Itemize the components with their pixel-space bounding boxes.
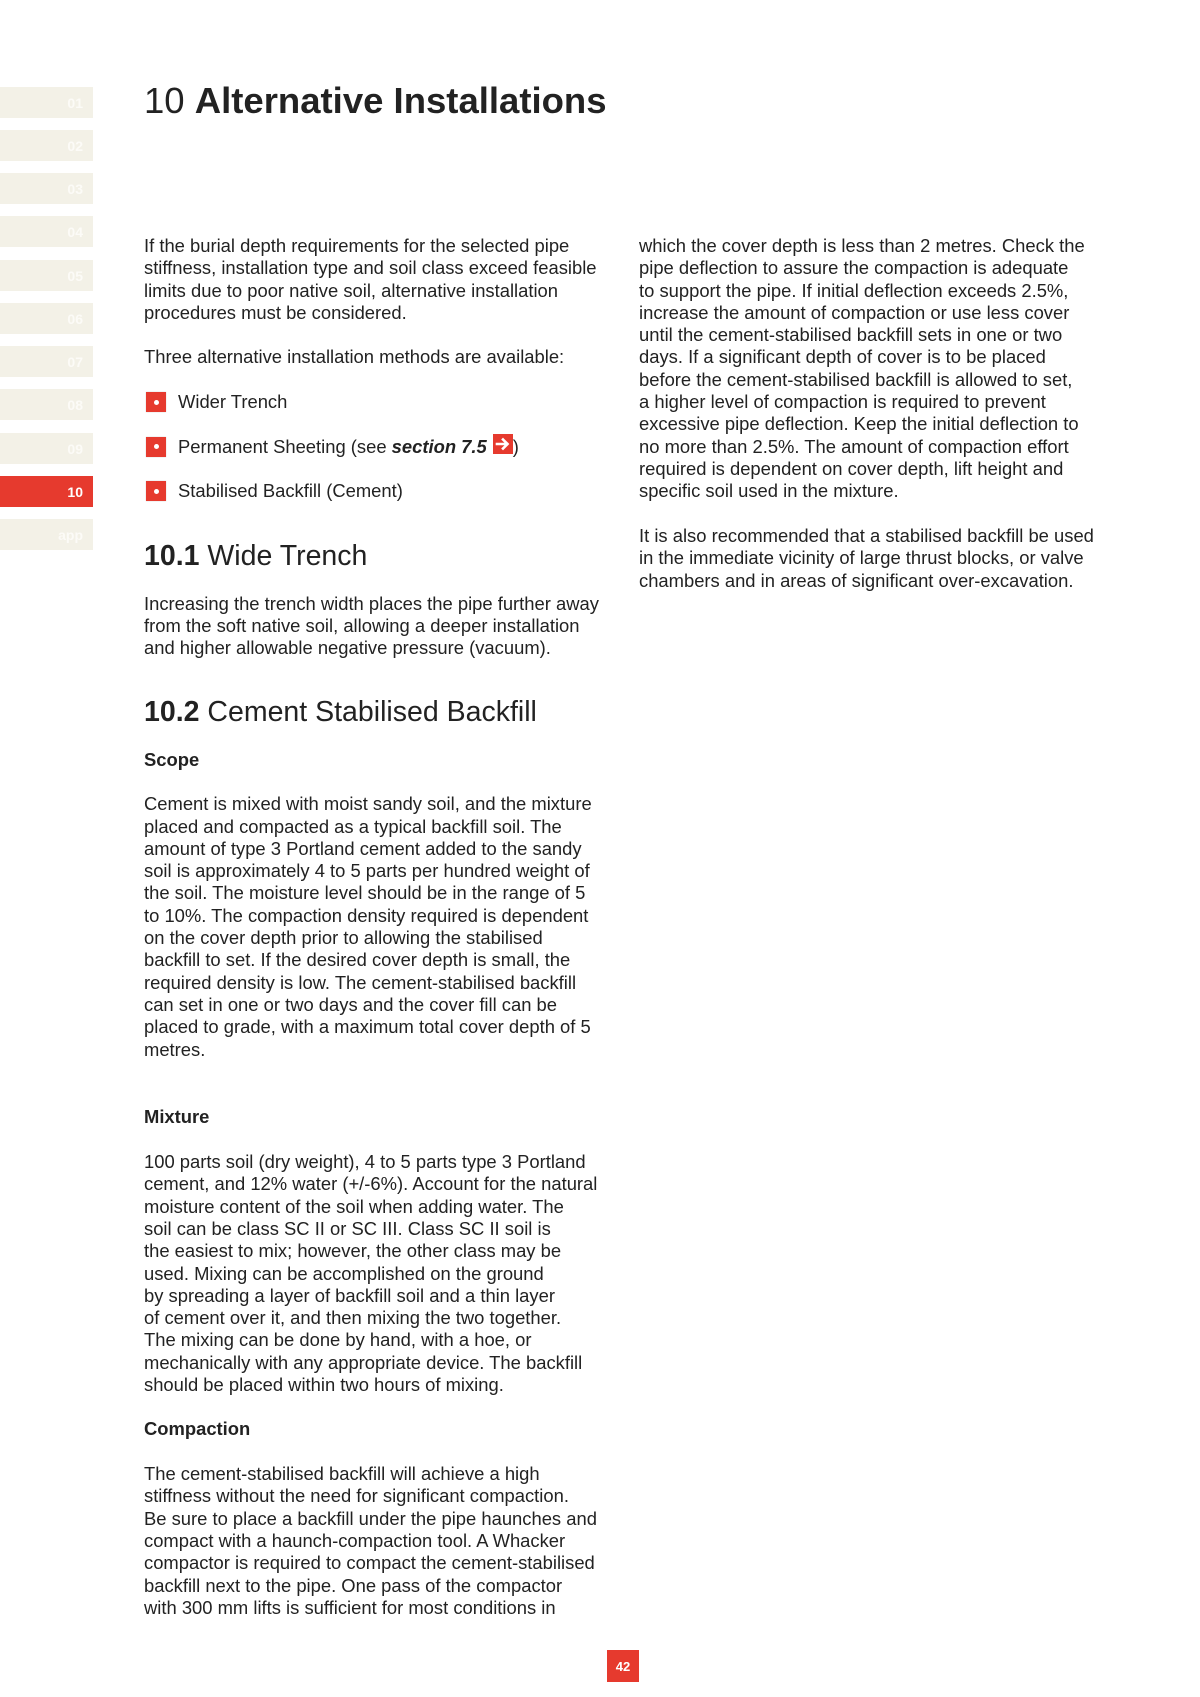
section-heading-10-1 bbox=[144, 539, 367, 573]
methods-lead-paragraph: Three alternative installation methods are available: bbox=[144, 346, 565, 367]
mixture-paragraph: 100 parts soil (dry weight), 4 to 5 parts type 3 Portland cement, and 12% water (+/-6%). Account for the natural moisture content of the soil when adding water. The soil can be class SC II or SC III. Class SC II soil is the easiest to mix; however, the other class may be used. Mixing can be accomplished on the ground by spreading a layer of backfill soil and a thin layer of cement over it, and then mixing the two together. The mixing can be done by hand, with a hoe, or mechanically with any appropriate device. The backfill should be placed within two hours of mixing. bbox=[144, 1151, 598, 1396]
chapter-tab-04[interactable] bbox=[0, 216, 93, 247]
compaction-paragraph: The cement-stabilised backfill will achieve a high stiffness without the need for significant compaction. Be sure to place a backfill under the pipe haunches and compact with a haunch-compaction tool. A Whacker compactor is required to compact the cement-stabilised backfill next to the pipe. One pass of the compactor with 300 mm lifts is sufficient for most conditions in bbox=[144, 1463, 597, 1618]
mixture-heading: Mixture bbox=[144, 1106, 210, 1128]
chapter-tab-label: 03 bbox=[67, 180, 83, 197]
chapter-tab-01[interactable] bbox=[0, 87, 93, 118]
method-list-item bbox=[146, 436, 519, 458]
chapter-tab-09[interactable] bbox=[0, 433, 93, 464]
chapter-tab-label: 09 bbox=[67, 440, 83, 457]
recommendation-paragraph: It is also recommended that a stabilised backfill be used in the immediate vicinity of large thrust blocks, or valve chambers and in areas of significant over-excavation. bbox=[639, 525, 1094, 591]
chapter-tab-label: 04 bbox=[67, 223, 83, 240]
chapter-tab-10[interactable] bbox=[0, 476, 93, 507]
section-number: 10.1 bbox=[144, 540, 200, 572]
chapter-tab-label: app bbox=[58, 526, 83, 543]
page-number: 42 bbox=[607, 1650, 639, 1682]
chapter-number: 10 bbox=[144, 80, 185, 121]
bullet-square-icon bbox=[146, 392, 166, 412]
scope-heading: Scope bbox=[144, 748, 200, 770]
chapter-tab-label: 01 bbox=[67, 94, 83, 111]
chapter-tab-07[interactable] bbox=[0, 346, 93, 377]
scope-paragraph: Cement is mixed with moist sandy soil, and the mixture placed and compacted as a typical backfill soil. The amount of type 3 Portland cement added to the sandy soil is approximately 4 to 5 parts per hundred weight of the soil. The moisture level should be in the range of 5 to 10%. The compaction density required is dependent on the cover depth prior to allowing the stabilised backfill to set. If the desired cover depth is small, the required density is low. The cement-stabilised backfill can set in one or two days and the cover fill can be placed to grade, with a maximum total cover depth of 5 metres. bbox=[144, 793, 592, 1060]
chapter-tab-label: 07 bbox=[67, 353, 83, 370]
chapter-tab-08[interactable] bbox=[0, 389, 93, 420]
arrow-right-icon bbox=[493, 434, 513, 454]
chapter-tab-app[interactable] bbox=[0, 519, 93, 550]
section-heading-10-2 bbox=[144, 695, 537, 729]
method-label bbox=[178, 436, 519, 458]
chapter-tab-label: 06 bbox=[67, 310, 83, 327]
compaction-heading: Compaction bbox=[144, 1418, 251, 1440]
chapter-tab-label: 10 bbox=[67, 483, 83, 500]
page-title bbox=[144, 80, 607, 121]
bullet-square-icon bbox=[146, 481, 166, 501]
method-label: Wider Trench bbox=[178, 391, 288, 412]
method-list-item bbox=[146, 391, 287, 413]
chapter-title: Alternative Installations bbox=[194, 80, 607, 121]
section-number: 10.2 bbox=[144, 696, 200, 728]
chapter-tab-02[interactable] bbox=[0, 130, 93, 161]
method-label-text: Permanent Sheeting (see bbox=[178, 435, 392, 457]
wide-trench-paragraph: Increasing the trench width places the pipe further away from the soft native soil, allowing a deeper installation and higher allowable negative pressure (vacuum). bbox=[144, 592, 599, 659]
section-7-5-link[interactable] bbox=[392, 436, 513, 458]
method-label: Stabilised Backfill (Cement) bbox=[178, 480, 403, 501]
intro-paragraph: If the burial depth requirements for the selected pipe stiffness, installation type and soil class exceed feasible limits due to poor native soil, alternative installation procedures must be considered. bbox=[144, 235, 597, 323]
method-list-item bbox=[146, 480, 403, 502]
chapter-tab-label: 02 bbox=[67, 137, 83, 154]
section-title: Wide Trench bbox=[207, 540, 368, 572]
chapter-tab-label: 05 bbox=[67, 267, 83, 284]
compaction-continued-paragraph: which the cover depth is less than 2 metres. Check the pipe deflection to assure the compaction is adequate to support the pipe. If initial deflection exceeds 2.5%, increase the amount of compaction or use less cover until the cement-stabilised backfill sets in one or two days. If a significant depth of cover is to be placed before the cement-stabilised backfill is allowed to set, a higher level of compaction is required to prevent excessive pipe deflection. Keep the initial deflection to no more than 2.5%. The amount of compaction effort required is dependent on cover depth, lift height and specific soil used in the mixture. bbox=[639, 235, 1085, 502]
section-title: Cement Stabilised Backfill bbox=[207, 696, 537, 728]
bullet-square-icon bbox=[146, 437, 166, 457]
chapter-tab-05[interactable] bbox=[0, 260, 93, 291]
cross-reference-text: section 7.5 bbox=[391, 435, 487, 457]
chapter-tab-06[interactable] bbox=[0, 303, 93, 334]
chapter-tab-03[interactable] bbox=[0, 173, 93, 204]
chapter-tab-label: 08 bbox=[67, 396, 83, 413]
method-label-suffix: ) bbox=[512, 435, 519, 457]
